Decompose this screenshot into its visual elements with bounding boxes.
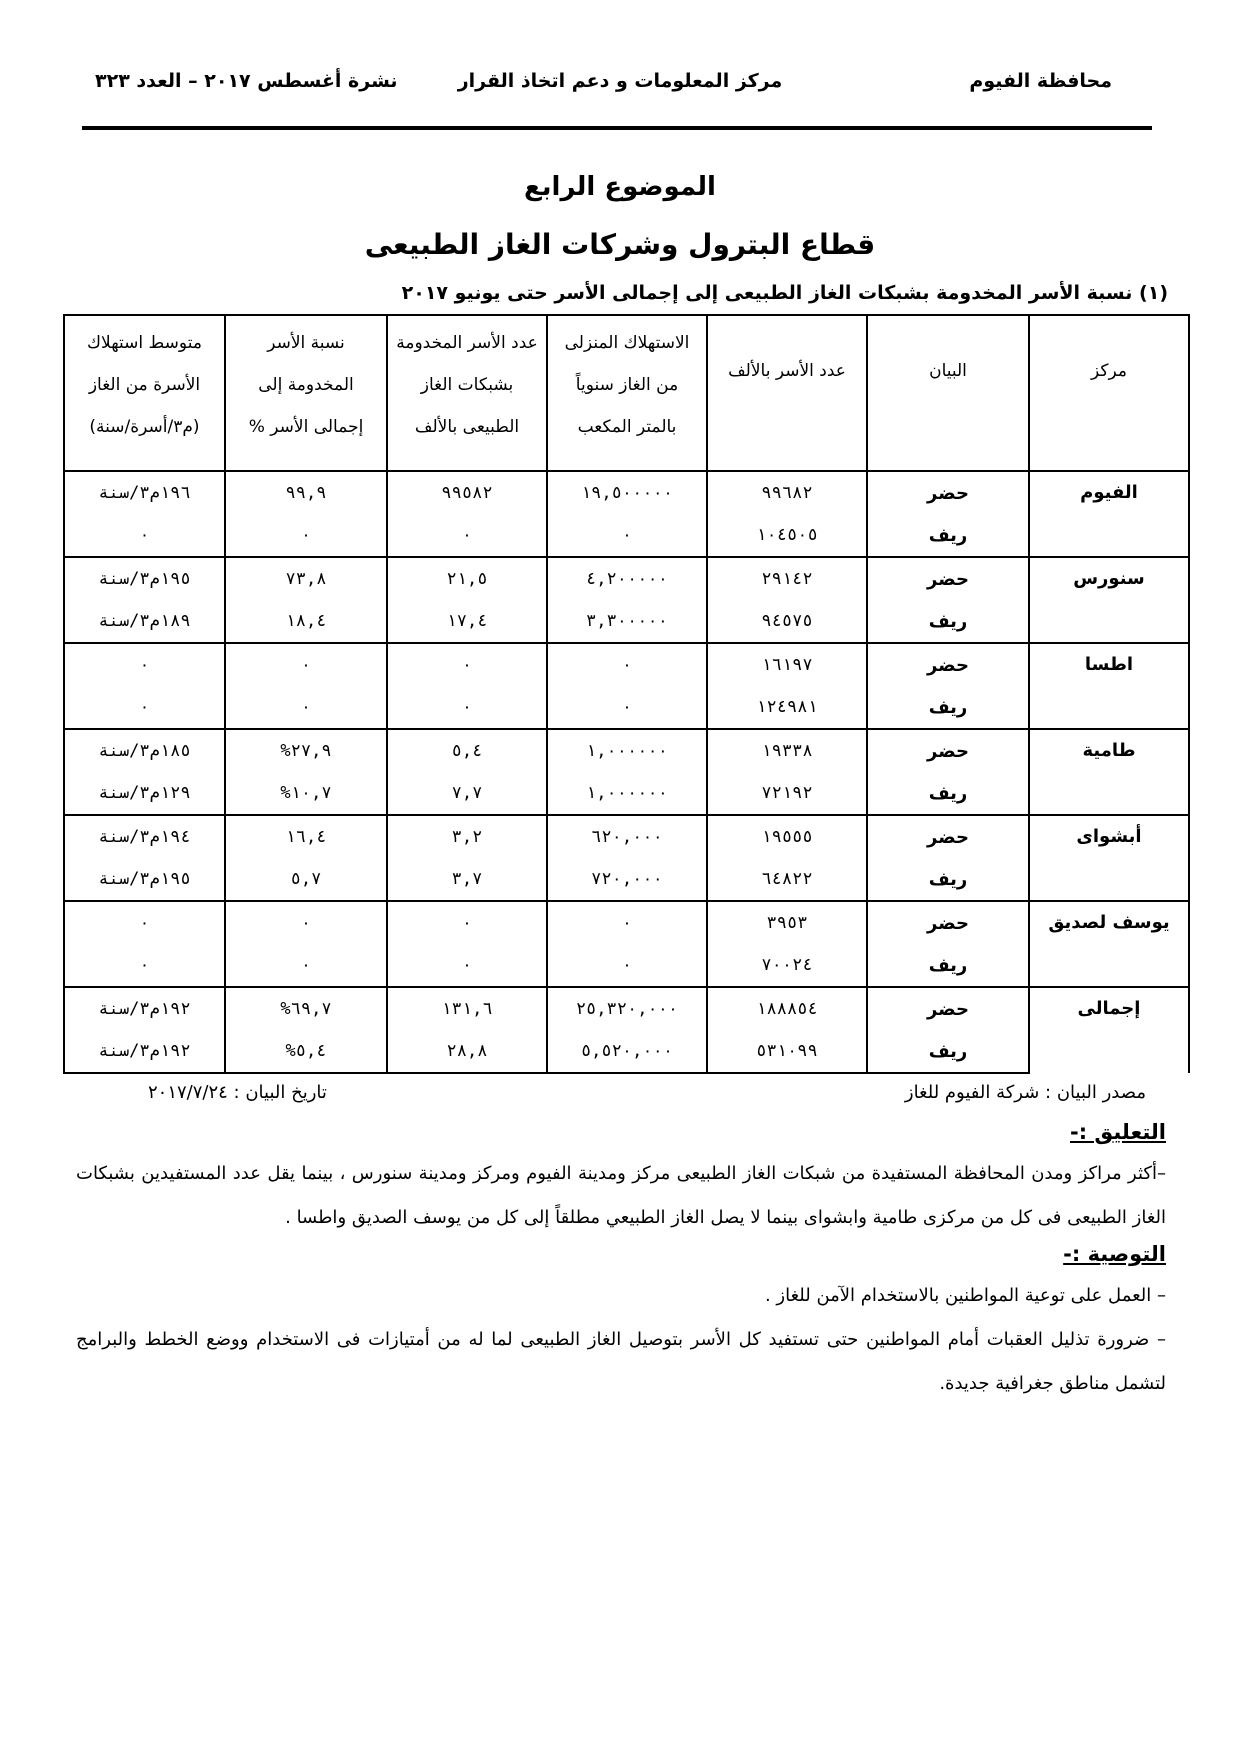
table-row: [64, 944, 1189, 987]
avg-cell: ٠: [64, 686, 225, 729]
table-row: [64, 729, 1189, 772]
served-cell: ٣,٧: [387, 858, 547, 901]
served-cell: ٩٩٥٨٢: [387, 471, 547, 514]
households-cell: ٩٩٦٨٢: [707, 471, 867, 514]
served-cell: ١٧,٤: [387, 600, 547, 643]
consumption-cell: ١,٠٠٠٠٠٠: [547, 772, 707, 815]
table-row: [64, 858, 1189, 901]
recommendation-item: – العمل على توعية المواطنين بالاستخدام الآمن للغاز .: [764, 1285, 1166, 1306]
comment-heading: التعليق :-: [1069, 1120, 1166, 1144]
consumption-cell: ٠: [547, 643, 707, 686]
markaz-name: أبشواى: [1029, 815, 1189, 901]
avg-cell: ١٨٩م٣/سنة: [64, 600, 225, 643]
recommendation-heading: التوصية :-: [1063, 1242, 1166, 1266]
bayan-cell: ريف: [867, 858, 1029, 901]
consumption-cell: ٠: [547, 901, 707, 944]
avg-cell: ٠: [64, 901, 225, 944]
header-avg: متوسط استهلاك الأسرة من الغاز (م٣/أسرة/سنة): [64, 315, 225, 471]
table-body: [64, 471, 1189, 1073]
header-served: عدد الأسر المخدومة بشبكات الغاز الطبيعى بالألف: [387, 315, 547, 471]
bayan-cell: حضر: [867, 729, 1029, 772]
table-row: [64, 514, 1189, 557]
bayan-cell: حضر: [867, 987, 1029, 1030]
comment-text: –أكثر مراكز ومدن المحافظة المستفيدة من شبكات الغاز الطبيعى مركز ومدينة الفيوم ومركز ومدينة سنورس ، بينما يقل عدد المستفيدين بشبكات الغاز الطبيعى فى كل من مركزى طامية وابشواى بينما لا يصل الغاز الطبيعي مطلقاً إلى كل من يوسف الصديق واطسا .: [76, 1163, 1166, 1228]
ratio-cell: ٢٧,٩%: [225, 729, 387, 772]
consumption-cell: ٧٢٠,٠٠٠: [547, 858, 707, 901]
header-bulletin: نشرة أغسطس ٢٠١٧ – العدد ٣٢٣: [95, 70, 398, 92]
served-cell: ٥,٤: [387, 729, 547, 772]
consumption-cell: ٢٥,٣٢٠,٠٠٠: [547, 987, 707, 1030]
served-cell: ٢١,٥: [387, 557, 547, 600]
households-cell: ٢٩١٤٢: [707, 557, 867, 600]
data-source: مصدر البيان : شركة الفيوم للغاز: [904, 1082, 1146, 1103]
ratio-cell: ٠: [225, 944, 387, 987]
table-row: [64, 600, 1189, 643]
topic-title: الموضوع الرابع: [524, 172, 716, 202]
ratio-cell: ٥,٤%: [225, 1030, 387, 1073]
avg-cell: ١٩٥م٣/سنة: [64, 858, 225, 901]
table-row: [64, 471, 1189, 514]
avg-cell: ١٩٢م٣/سنة: [64, 987, 225, 1030]
header-households: عدد الأسر بالألف: [707, 315, 867, 471]
consumption-cell: ١٩,٥٠٠٠٠٠: [547, 471, 707, 514]
recommendation-item: – ضرورة تذليل العقبات أمام المواطنين حتى تستفيد كل الأسر بتوصيل الغاز الطبيعى لما له من أمتيازات فى الاستخدام ووضع الخطط والبرامج لتشمل مناطق جغرافية جديدة.: [76, 1329, 1166, 1394]
served-cell: ٠: [387, 686, 547, 729]
markaz-name: الفيوم: [1029, 471, 1189, 557]
bayan-cell: حضر: [867, 815, 1029, 858]
consumption-cell: ٠: [547, 514, 707, 557]
avg-cell: ٠: [64, 643, 225, 686]
table-header-row: [64, 315, 1189, 471]
table-row: [64, 1030, 1189, 1073]
markaz-name: يوسف لصديق: [1029, 901, 1189, 987]
ratio-cell: ١٨,٤: [225, 600, 387, 643]
served-cell: ٠: [387, 944, 547, 987]
households-cell: ٦٤٨٢٢: [707, 858, 867, 901]
ratio-cell: ٥,٧: [225, 858, 387, 901]
households-cell: ١٨٨٨٥٤: [707, 987, 867, 1030]
table-row: [64, 643, 1189, 686]
ratio-cell: ٠: [225, 901, 387, 944]
table-caption: (١) نسبة الأسر المخدومة بشبكات الغاز الطبيعى إلى إجمالى الأسر حتى يونيو ٢٠١٧: [401, 282, 1168, 304]
avg-cell: ٠: [64, 944, 225, 987]
table-row: [64, 901, 1189, 944]
households-cell: ١٦١٩٧: [707, 643, 867, 686]
served-cell: ٧,٧: [387, 772, 547, 815]
avg-cell: ١٨٥م٣/سنة: [64, 729, 225, 772]
table-row: [64, 772, 1189, 815]
data-date: تاريخ البيان : ٢٠١٧/٧/٢٤: [148, 1082, 327, 1103]
bayan-cell: ريف: [867, 1030, 1029, 1073]
bayan-cell: حضر: [867, 557, 1029, 600]
avg-cell: ١٩٢م٣/سنة: [64, 1030, 225, 1073]
bayan-cell: ريف: [867, 514, 1029, 557]
bayan-cell: ريف: [867, 944, 1029, 987]
header-divider: [82, 126, 1152, 130]
gas-households-table: [63, 314, 1190, 1074]
header-consumption: الاستهلاك المنزلى من الغاز سنوياً بالمتر المكعب: [547, 315, 707, 471]
households-cell: ١٩٣٣٨: [707, 729, 867, 772]
avg-cell: ١٩٦م٣/سنة: [64, 471, 225, 514]
table-row: [64, 557, 1189, 600]
consumption-cell: ٠: [547, 686, 707, 729]
households-cell: ٧٢١٩٢: [707, 772, 867, 815]
header-ratio: نسبة الأسر المخدومة إلى إجمالى الأسر %: [225, 315, 387, 471]
consumption-cell: ٠: [547, 944, 707, 987]
header-bayan: البيان: [867, 315, 1029, 471]
table-row: [64, 686, 1189, 729]
consumption-cell: ٣,٣٠٠٠٠٠: [547, 600, 707, 643]
markaz-name: اطسا: [1029, 643, 1189, 729]
avg-cell: ٠: [64, 514, 225, 557]
ratio-cell: ٠: [225, 643, 387, 686]
ratio-cell: ٠: [225, 514, 387, 557]
bayan-cell: حضر: [867, 471, 1029, 514]
table-row: [64, 815, 1189, 858]
bayan-cell: ريف: [867, 600, 1029, 643]
consumption-cell: ٤,٢٠٠٠٠٠: [547, 557, 707, 600]
bayan-cell: ريف: [867, 772, 1029, 815]
consumption-cell: ١,٠٠٠٠٠٠: [547, 729, 707, 772]
ratio-cell: ٦٩,٧%: [225, 987, 387, 1030]
households-cell: ٩٤٥٧٥: [707, 600, 867, 643]
table-row: [64, 987, 1189, 1030]
consumption-cell: ٦٢٠,٠٠٠: [547, 815, 707, 858]
served-cell: ٠: [387, 514, 547, 557]
ratio-cell: ١٦,٤: [225, 815, 387, 858]
sector-title: قطاع البترول وشركات الغاز الطبيعى: [364, 228, 876, 261]
households-cell: ٣٩٥٣: [707, 901, 867, 944]
households-cell: ٧٠٠٢٤: [707, 944, 867, 987]
markaz-name: إجمالى: [1029, 987, 1189, 1073]
bayan-cell: حضر: [867, 643, 1029, 686]
served-cell: ٠: [387, 643, 547, 686]
ratio-cell: ٧٣,٨: [225, 557, 387, 600]
header-center: مركز المعلومات و دعم اتخاذ القرار: [457, 70, 783, 92]
households-cell: ٥٣١٠٩٩: [707, 1030, 867, 1073]
served-cell: ٢٨,٨: [387, 1030, 547, 1073]
bayan-cell: ريف: [867, 686, 1029, 729]
bayan-cell: حضر: [867, 901, 1029, 944]
consumption-cell: ٥,٥٢٠,٠٠٠: [547, 1030, 707, 1073]
avg-cell: ١٩٥م٣/سنة: [64, 557, 225, 600]
markaz-name: سنورس: [1029, 557, 1189, 643]
ratio-cell: ٩٩,٩: [225, 471, 387, 514]
served-cell: ٣,٢: [387, 815, 547, 858]
households-cell: ١٠٤٥٠٥: [707, 514, 867, 557]
served-cell: ٠: [387, 901, 547, 944]
avg-cell: ١٢٩م٣/سنة: [64, 772, 225, 815]
served-cell: ١٣١,٦: [387, 987, 547, 1030]
header-markaz: مركز: [1029, 315, 1189, 471]
avg-cell: ١٩٤م٣/سنة: [64, 815, 225, 858]
markaz-name: طامية: [1029, 729, 1189, 815]
households-cell: ١٩٥٥٥: [707, 815, 867, 858]
households-cell: ١٢٤٩٨١: [707, 686, 867, 729]
header-governorate: محافظة الفيوم: [969, 70, 1112, 92]
ratio-cell: ٠: [225, 686, 387, 729]
ratio-cell: ١٠,٧%: [225, 772, 387, 815]
